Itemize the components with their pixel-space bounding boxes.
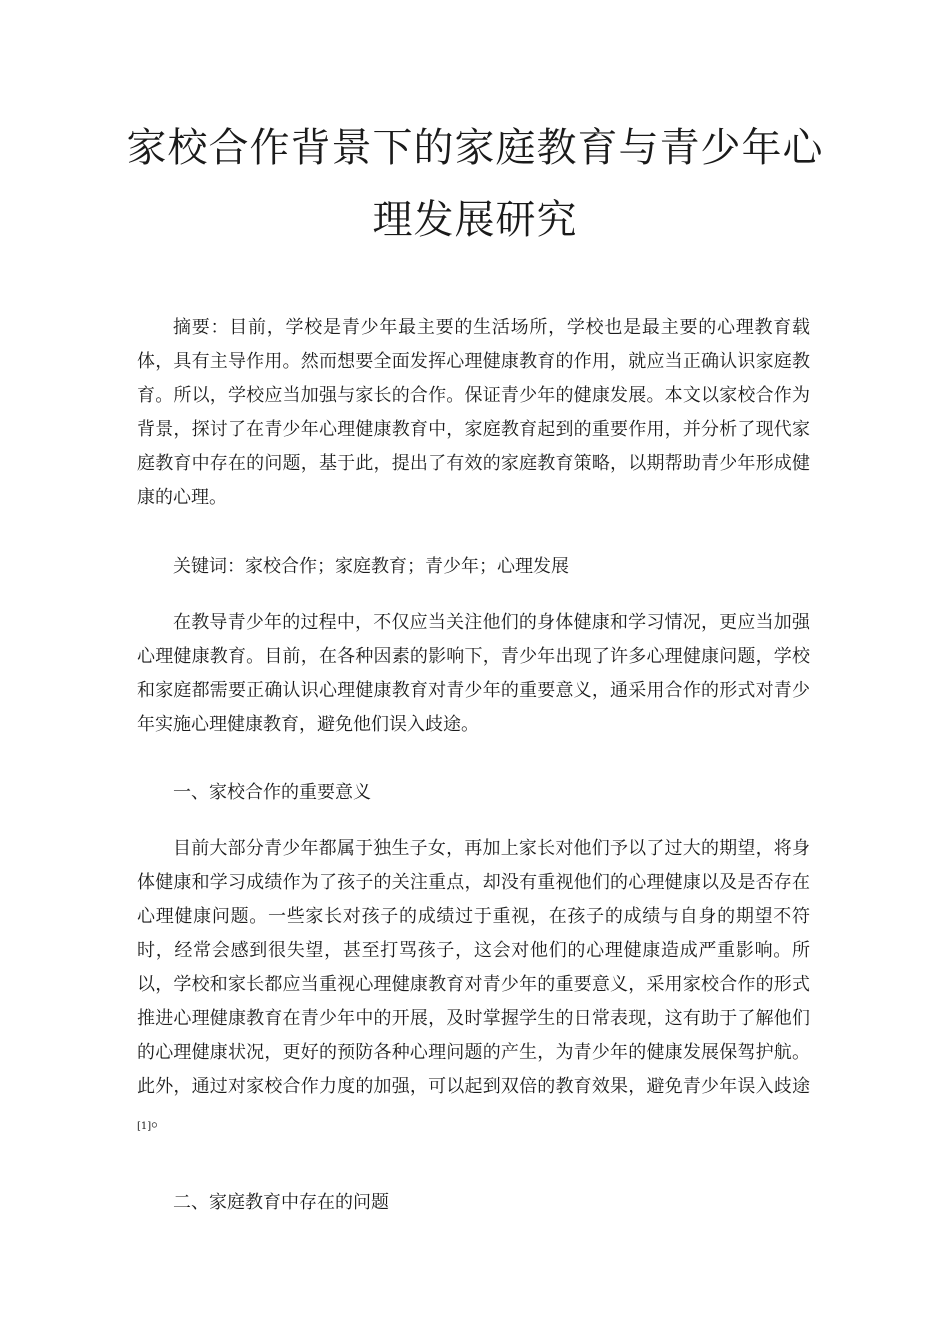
section-1-text: 目前大部分青少年都属于独生子女，再加上家长对他们予以了过大的期望，将身体健康和学习成绩作为了孩子的关注重点，却没有重视他们的心理健康以及是否存在心理健康问题。一些家长对孩子的成绩过于重视，在孩子的成绩与自身的期望不符时，经常会感到很失望，甚至打骂孩子，这会对他们的心理健康造成严重影响。所以，学校和家长都应当重视心理健康教育对青少年的重要意义，采用家校合作的形式推进心理健康教育在青少年中的开展，及时掌握学生的日常表现，这有助于了解他们的心理健康状况，更好的预防各种心理问题的产生，为青少年的健康发展保驾护航。此外，通过对家校合作力度的加强，可以起到双倍的教育效果，避免青少年误入歧途 xyxy=(137,838,810,1097)
section-1-paragraph xyxy=(137,832,810,1144)
paper-title-line-1: 家校合作背景下的家庭教育与青少年心 xyxy=(126,125,824,171)
section-2-heading: 二、家庭教育中存在的问题 xyxy=(173,1192,389,1213)
intro-paragraph: 在教导青少年的过程中，不仅应当关注他们的身体健康和学习情况，更应当加强心理健康教育。目前，在各种因素的影响下，青少年出现了许多心理健康问题，学校和家庭都需要正确认识心理健康教育对青少年的重要意义，通采用合作的形式对青少年实施心理健康教育，避免他们误入歧途。 xyxy=(137,612,810,735)
section-1-heading: 一、家校合作的重要意义 xyxy=(173,782,371,803)
paper-title-line-2: 理发展研究 xyxy=(372,197,578,243)
section-1-end: 。 xyxy=(151,1110,170,1131)
citation-ref-1[interactable]: [1] xyxy=(137,1121,152,1132)
keywords-line: 关键词：家校合作；家庭教育；青少年；心理发展 xyxy=(173,556,569,577)
abstract-paragraph: 摘要：目前，学校是青少年最主要的生活场所，学校也是最主要的心理教育载体，具有主导作用。然而想要全面发挥心理健康教育的作用，就应当正确认识家庭教育。所以，学校应当加强与家长的合作。保证青少年的健康发展。本文以家校合作为背景，探讨了在青少年心理健康教育中，家庭教育起到的重要作用，并分析了现代家庭教育中存在的问题，基于此，提出了有效的家庭教育策略，以期帮助青少年形成健康的心理。 xyxy=(137,317,810,508)
